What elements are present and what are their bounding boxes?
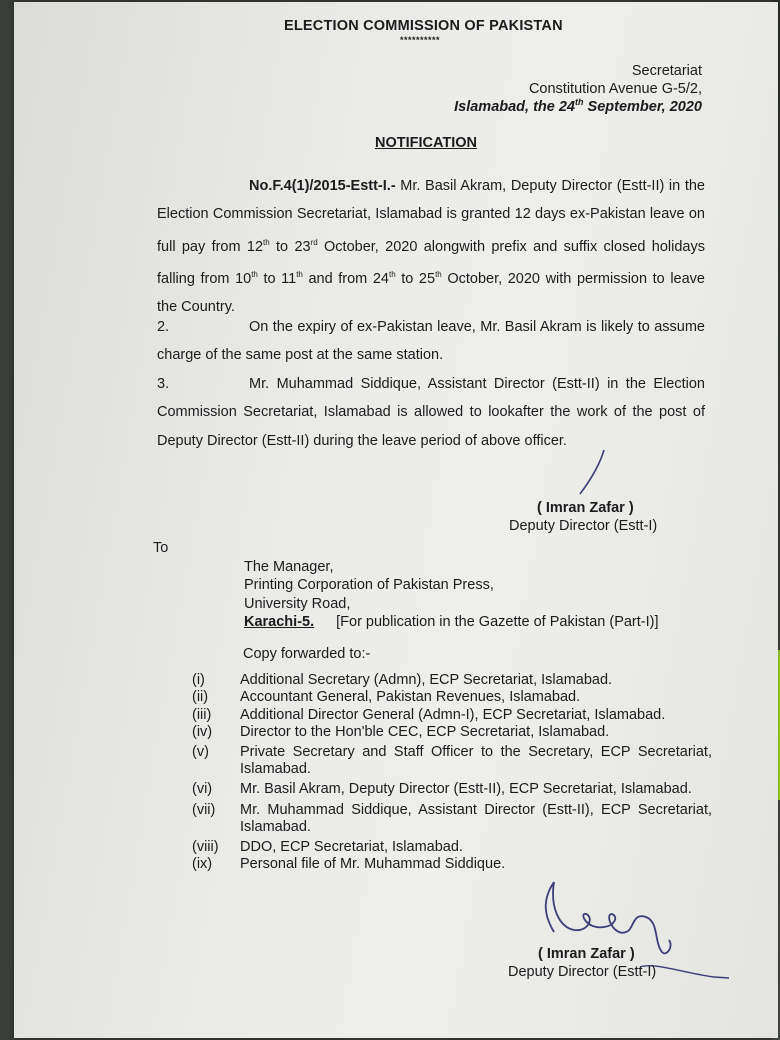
addressee-line: The Manager, [244,559,334,575]
paragraph-number: 2. [157,319,170,335]
header-stars: ********** [400,35,441,45]
paragraph-2: 2. On the expiry of ex-Pakistan leave, Mr. Basil Akram is likely to assume charge of the same post at the same station. [157,313,705,370]
signature-2-name: ( Imran Zafar ) [538,946,635,962]
cc-item: (iii) Additional Director General (Admn-I), ECP Secretariat, Islamabad. [192,706,666,723]
cc-item: (v) Private Secretary and Staff Officer to the Secretary, ECP Secretariat, Islamabad. [192,743,712,778]
notification-ref: No.F.4(1)/2015-Estt-I.- [249,178,396,194]
cc-item: (vi) Mr. Basil Akram, Deputy Director (Estt-II), ECP Secretariat, Islamabad. [192,781,692,798]
cc-item: (ii) Accountant General, Pakistan Revenues, Islamabad. [192,689,581,706]
addressee-city: Karachi-5. [244,613,315,630]
header-title: ELECTION COMMISSION OF PAKISTAN [284,18,563,34]
notification-title: NOTIFICATION [375,135,478,151]
address-line-1: Secretariat [631,63,702,79]
addressee-line: University Road, [244,595,351,612]
signature-2-designation: Deputy Director (Estt-I) [508,964,657,980]
to-label: To [153,540,169,556]
signature-1-name: ( Imran Zafar ) [537,500,634,516]
paragraph-3: 3. Mr. Muhammad Siddique, Assistant Director (Estt-II) in the Election Commission Secretariat, Islamabad is allowed to lookafter the work of the post of Deputy Director (Estt-II) during the leave period of above officer. [157,370,705,455]
cc-item: (iv) Director to the Hon'ble CEC, ECP Secretariat, Islamabad. [192,724,610,741]
signature-1-designation: Deputy Director (Estt-I) [509,518,658,534]
paragraph-number: 3. [157,376,170,392]
handwritten-signature [14,2,778,1038]
publication-note: [For publication in the Gazette of Pakistan (Part-I)] [336,613,659,630]
document-page [14,2,778,1038]
paragraph-1: No.F.4(1)/2015-Estt-I.- Mr. Basil Akram, Deputy Director (Estt-II) in the Election Commission Secretariat, Islamabad is granted 12 days ex-Pakistan leave on full pay from 12th to 23rd October, 2020 alongwith prefix and suffix closed holidays falling from 10th to 11th and from 24th to 25th October, 2020 with permission to leave the Country. [157,178,705,315]
addressee-block [244,558,659,631]
addressee-city-line [244,613,659,631]
cc-item: (vii) Mr. Muhammad Siddique, Assistant Director (Estt-II), ECP Secretariat, Islamabad. [192,801,712,836]
cc-item: (ix) Personal file of Mr. Muhammad Siddique. [192,856,506,873]
addressee-line: Printing Corporation of Pakistan Press, [244,577,494,594]
address-date: Islamabad, the 24th September, 2020 [454,97,702,115]
cc-item: (viii) DDO, ECP Secretariat, Islamabad. [192,838,463,855]
copy-forwarded-label: Copy forwarded to:- [243,646,371,662]
cc-item: (i) Additional Secretary (Admn), ECP Secretariat, Islamabad. [192,672,613,688]
cc-list [192,672,712,873]
address-line-2: Constitution Avenue G-5/2, [528,81,702,97]
